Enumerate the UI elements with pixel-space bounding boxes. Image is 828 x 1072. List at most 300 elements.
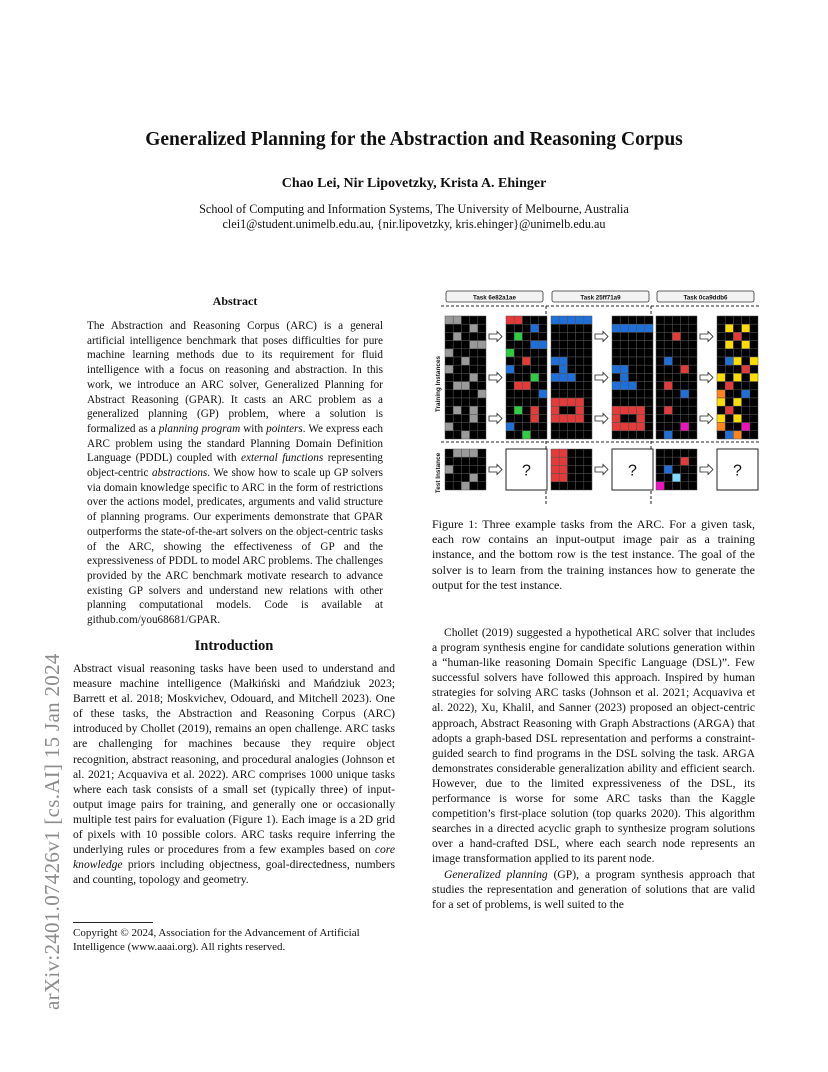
grid-cell [612, 365, 620, 373]
grid-cell [445, 341, 453, 349]
grid-cell [567, 406, 575, 414]
grid-cell [559, 341, 567, 349]
grid-cell [742, 406, 750, 414]
grid-cell [531, 324, 539, 332]
grid-cell [725, 357, 733, 365]
grid-cell [576, 349, 584, 357]
grid-cell [539, 324, 547, 332]
grid-cell [733, 431, 741, 439]
grid-cell [478, 414, 486, 422]
grid-cell [539, 316, 547, 324]
grid-cell [461, 316, 469, 324]
arxiv-identifier: arXiv:2401.07426v1 [cs.AI] 15 Jan 2024 [40, 653, 64, 1010]
grid-cell [461, 332, 469, 340]
grid-cell [656, 316, 664, 324]
grid-cell [672, 332, 680, 340]
grid-cell [742, 414, 750, 422]
grid-cell [681, 365, 689, 373]
grid-cell [567, 474, 575, 482]
grid-cell [478, 382, 486, 390]
grid-cell [470, 341, 478, 349]
grid-cell [628, 431, 636, 439]
affiliation-block [0, 202, 828, 232]
grid-cell [461, 349, 469, 357]
grid-cell [656, 482, 664, 490]
grid-cell [664, 316, 672, 324]
grid-cell [478, 373, 486, 381]
grid-cell [531, 341, 539, 349]
grid-cell [567, 365, 575, 373]
grid-cell [478, 390, 486, 398]
grid-cell [559, 465, 567, 473]
grid-cell [576, 482, 584, 490]
grid-cell [470, 406, 478, 414]
grid-cell [681, 341, 689, 349]
grid-cell [742, 341, 750, 349]
grid-cell [514, 357, 522, 365]
grid-cell [506, 316, 514, 324]
grid-cell [612, 341, 620, 349]
grid-cell [672, 365, 680, 373]
paper-title: Generalized Planning for the Abstraction and Reasoning Corpus [145, 129, 683, 150]
affiliation: School of Computing and Information Systems, The University of Melbourne, Australia [199, 202, 629, 216]
grid-cell [742, 373, 750, 381]
grid-cell [576, 373, 584, 381]
grid-cell [656, 414, 664, 422]
grid-cell [637, 357, 645, 365]
grid-cell [506, 357, 514, 365]
abstract-text: representing object-centric [87, 452, 384, 480]
grid-cell [645, 332, 653, 340]
grid-cell [750, 365, 758, 373]
grid-cell [470, 349, 478, 357]
grid-cell [742, 390, 750, 398]
grid-cell [470, 465, 478, 473]
grid-cell [681, 373, 689, 381]
grid-cell [567, 398, 575, 406]
grid-cell [522, 390, 530, 398]
grid-cell [645, 423, 653, 431]
grid-cell [672, 357, 680, 365]
grid-cell [612, 373, 620, 381]
grid-cell [567, 414, 575, 422]
grid-cell [522, 431, 530, 439]
grid-cell [551, 357, 559, 365]
grid-cell [717, 406, 725, 414]
grid-cell [645, 414, 653, 422]
grid-cell [645, 390, 653, 398]
grid-cell [725, 332, 733, 340]
abstract-emphasis: planning program [158, 422, 241, 435]
grid-cell [551, 398, 559, 406]
grid-cell [689, 373, 697, 381]
grid-cell [656, 457, 664, 465]
grid-cell [461, 324, 469, 332]
grid-cell [584, 324, 592, 332]
grid-cell [664, 423, 672, 431]
grid-cell [470, 423, 478, 431]
grid-cell [664, 474, 672, 482]
grid-cell [733, 406, 741, 414]
grid-cell [584, 349, 592, 357]
grid-cell [672, 382, 680, 390]
grid-cell [733, 382, 741, 390]
grid-cell [750, 390, 758, 398]
grid-cell [506, 406, 514, 414]
grid-cell [445, 423, 453, 431]
grid-cell [531, 316, 539, 324]
grid-cell [672, 474, 680, 482]
grid-cell [522, 316, 530, 324]
grid-cell [470, 332, 478, 340]
grid-cell [461, 398, 469, 406]
grid-cell [689, 365, 697, 373]
grid-cell [717, 316, 725, 324]
grid-cell [612, 324, 620, 332]
grid-cell [664, 373, 672, 381]
grid-cell [681, 406, 689, 414]
grid-cell [664, 349, 672, 357]
grid-cell [742, 431, 750, 439]
grid-cell [539, 406, 547, 414]
grid-cell [717, 423, 725, 431]
grid-cell [522, 357, 530, 365]
grid-cell [742, 357, 750, 365]
grid-cell [576, 414, 584, 422]
grid-cell [620, 357, 628, 365]
grid-cell [584, 465, 592, 473]
grid-cell [717, 431, 725, 439]
grid-cell [672, 390, 680, 398]
grid-cell [628, 382, 636, 390]
grid-cell [733, 324, 741, 332]
grid-cell [584, 414, 592, 422]
grid-cell [681, 474, 689, 482]
grid-cell [733, 349, 741, 357]
grid-cell [637, 390, 645, 398]
grid-cell [576, 398, 584, 406]
transform-arrow [700, 373, 713, 383]
grid-cell [750, 324, 758, 332]
grid-cell [750, 332, 758, 340]
grid-cell [725, 373, 733, 381]
grid-cell [717, 382, 725, 390]
grid-cell [664, 431, 672, 439]
grid-cell [559, 449, 567, 457]
grid-cell [445, 414, 453, 422]
grid-cell [445, 349, 453, 357]
grid-cell [733, 341, 741, 349]
grid-cell [717, 332, 725, 340]
grid-cell [717, 349, 725, 357]
grid-cell [551, 324, 559, 332]
grid-cell [733, 365, 741, 373]
grid-cell [514, 349, 522, 357]
grid-cell [742, 332, 750, 340]
grid-cell [689, 423, 697, 431]
grid-cell [470, 474, 478, 482]
grid-cell [453, 423, 461, 431]
grid-cell [514, 406, 522, 414]
grid-cell [453, 449, 461, 457]
grid-cell [742, 382, 750, 390]
grid-cell [514, 382, 522, 390]
grid-cell [664, 414, 672, 422]
grid-cell [725, 382, 733, 390]
grid-cell [637, 316, 645, 324]
grid-cell [506, 341, 514, 349]
grid-cell [522, 382, 530, 390]
grid-cell [612, 406, 620, 414]
grid-cell [672, 398, 680, 406]
grid-cell [478, 431, 486, 439]
grid-cell [584, 474, 592, 482]
grid-cell [689, 457, 697, 465]
grid-cell [628, 332, 636, 340]
row-label-training: Training Instances [435, 355, 442, 413]
grid-cell [567, 457, 575, 465]
introduction-text: Abstract visual reasoning tasks have been used to understand and measure machine intelligence (Małkiński and Mańdziuk 2023; Barrett et al. 2018; Moskvichev, Odouard, and Mitchell 2023). One of these tasks, the Abstraction and Reasoning Corpus (ARC) introduced by Chollet (2019), remains an open challenge. ARC tasks are challenging for machines because they require object recognition, abstract reasoning, and procedural analogies (Johnson et al. 2021; Acquaviva et al. 2022). ARC comprises 1000 unique tasks where each task consists of a small set (typically three) of input-output image pairs for training, and generally one or occasionally multiple test pairs for evaluation (Figure 1). Each image is a 2D grid of pixels with 10 possible colors. ARC tasks require inferring the underlying rules or procedures from a few examples based on [73, 662, 395, 857]
grid-cell [750, 414, 758, 422]
author-emails: clei1@student.unimelb.edu.au, {nir.lipovetzky, kris.ehinger}@unimelb.edu.au [222, 217, 606, 231]
grid-cell [576, 457, 584, 465]
grid-cell [551, 390, 559, 398]
grid-cell [551, 431, 559, 439]
grid-cell [672, 423, 680, 431]
grid-cell [531, 382, 539, 390]
grid-cell [664, 357, 672, 365]
transform-arrow [700, 332, 713, 342]
grid-cell [506, 423, 514, 431]
abstract-text: The Abstraction and Reasoning Corpus (ARC) is a general artificial intelligence benchmark that poses difficulties for pure machine learning methods due to its requirement for fluid intelligence with a focus on reasoning and abstraction. In this work, we introduce an ARC solver, Generalized Planning for Abstract Reasoning (GPAR). It casts an ARC problem as a generalized planning (GP) problem, where a solution is formalized as a [87, 320, 383, 435]
grid-cell [645, 316, 653, 324]
grid-cell [628, 398, 636, 406]
grid-cell [664, 390, 672, 398]
grid-cell [551, 423, 559, 431]
grid-cell [445, 449, 453, 457]
grid-cell [453, 465, 461, 473]
grid-cell [461, 423, 469, 431]
grid-cell [576, 324, 584, 332]
grid-cell [539, 341, 547, 349]
grid-cell [567, 423, 575, 431]
grid-cell [478, 316, 486, 324]
grid-cell [559, 365, 567, 373]
grid-cell [733, 414, 741, 422]
grid-cell [461, 431, 469, 439]
grid-cell [445, 373, 453, 381]
grid-cell [551, 373, 559, 381]
grid-cell [445, 332, 453, 340]
grid-cell [539, 390, 547, 398]
grid-cell [539, 431, 547, 439]
grid-cell [620, 406, 628, 414]
grid-cell [656, 431, 664, 439]
grid-cell [689, 431, 697, 439]
grid-cell [453, 365, 461, 373]
grid-cell [750, 341, 758, 349]
grid-cell [453, 382, 461, 390]
grid-cell [470, 431, 478, 439]
grid-cell [681, 398, 689, 406]
grid-cell [567, 324, 575, 332]
grid-cell [620, 373, 628, 381]
grid-cell [470, 414, 478, 422]
grid-cell [717, 390, 725, 398]
grid-cell [689, 341, 697, 349]
grid-cell [584, 482, 592, 490]
grid-cell [567, 382, 575, 390]
grid-cell [551, 316, 559, 324]
grid-cell [551, 332, 559, 340]
grid-cell [551, 414, 559, 422]
grid-cell [551, 449, 559, 457]
grid-cell [725, 414, 733, 422]
grid-cell [445, 474, 453, 482]
grid-cell [672, 324, 680, 332]
grid-cell [725, 431, 733, 439]
grid-cell [656, 406, 664, 414]
grid-cell [559, 423, 567, 431]
grid-cell [584, 390, 592, 398]
right-column-body [432, 625, 755, 912]
grid-cell [628, 365, 636, 373]
grid-cell [717, 365, 725, 373]
grid-cell [637, 373, 645, 381]
grid-cell [576, 465, 584, 473]
grid-cell [567, 373, 575, 381]
grid-cell [689, 449, 697, 457]
grid-cell [559, 390, 567, 398]
grid-cell [576, 365, 584, 373]
grid-cell [628, 423, 636, 431]
grid-cell [453, 373, 461, 381]
grid-cell [584, 382, 592, 390]
grid-cell [453, 457, 461, 465]
grid-cell [514, 324, 522, 332]
grid-cell [742, 423, 750, 431]
grid-cell [689, 357, 697, 365]
grid-cell [733, 390, 741, 398]
grid-cell [567, 332, 575, 340]
grid-cell [681, 457, 689, 465]
grid-cell [445, 324, 453, 332]
grid-cell [612, 316, 620, 324]
grid-cell [478, 365, 486, 373]
grid-cell [681, 382, 689, 390]
grid-cell [584, 373, 592, 381]
grid-cell [522, 414, 530, 422]
grid-cell [506, 324, 514, 332]
grid-cell [506, 349, 514, 357]
transform-arrow [595, 414, 608, 424]
abstract-emphasis: external functions [241, 452, 324, 465]
grid-cell [506, 390, 514, 398]
grid-cell [717, 357, 725, 365]
grid-cell [628, 373, 636, 381]
grid-cell [681, 423, 689, 431]
grid-cell [620, 365, 628, 373]
grid-cell [733, 423, 741, 431]
grid-cell [612, 382, 620, 390]
abstract-paragraph [87, 319, 383, 628]
grid-cell [445, 482, 453, 490]
grid-cell [522, 373, 530, 381]
task-label: Task 0ca9ddb6 [683, 294, 728, 302]
grid-cell [478, 398, 486, 406]
grid-cell [717, 414, 725, 422]
grid-cell [681, 349, 689, 357]
grid-cell [750, 373, 758, 381]
grid-cell [620, 414, 628, 422]
grid-cell [531, 414, 539, 422]
grid-cell [567, 465, 575, 473]
grid-cell [559, 349, 567, 357]
grid-cell [506, 414, 514, 422]
grid-cell [522, 423, 530, 431]
grid-cell [717, 398, 725, 406]
grid-cell [576, 390, 584, 398]
abstract-body [87, 319, 383, 628]
grid-cell [522, 349, 530, 357]
grid-cell [689, 316, 697, 324]
grid-cell [514, 332, 522, 340]
grid-cell [506, 365, 514, 373]
grid-cell [717, 341, 725, 349]
grid-cell [470, 457, 478, 465]
grid-cell [750, 431, 758, 439]
figure-1-arc-tasks [433, 289, 761, 507]
introduction-text: priors including objectness, goal-directedness, numbers and counting, topology and geometry. [73, 858, 395, 887]
grid-cell [461, 341, 469, 349]
grid-cell [461, 382, 469, 390]
grid-cell [672, 341, 680, 349]
grid-cell [551, 365, 559, 373]
grid-cell [559, 482, 567, 490]
grid-cell [628, 357, 636, 365]
grid-cell [531, 365, 539, 373]
grid-cell [637, 365, 645, 373]
grid-cell [672, 482, 680, 490]
grid-cell [681, 414, 689, 422]
grid-cell [445, 398, 453, 406]
grid-cell [461, 482, 469, 490]
grid-cell [551, 382, 559, 390]
grid-cell [531, 357, 539, 365]
unknown-mark: ? [522, 462, 531, 480]
grid-cell [742, 365, 750, 373]
transform-arrow [595, 465, 608, 475]
grid-cell [453, 482, 461, 490]
grid-cell [559, 382, 567, 390]
grid-cell [445, 365, 453, 373]
grid-cell [461, 390, 469, 398]
grid-cell [742, 316, 750, 324]
body-paragraph: Chollet (2019) suggested a hypothetical ARC solver that includes a program synthesis engine for candidate solutions generation within a “human-like reasoning Domain Specific Language (DSL)”. Few successful solvers have followed this approach. Inspired by human strategies for solving ARC tasks (Johnson et al. 2021; Acquaviva et al. 2022), Xu, Khalil, and Sanner (2023) proposed an object-centric approach, Abstract Reasoning with Graph Abstractions (ARGA) that adopts a graph-based DSL representation and performs a constraint-guided search to find programs in the DSL solving the task. ARGA demonstrates considerable generalization ability and efficient search. However, due to the limited expressiveness of the DSL, its performance is worse for some ARC tasks than the Kaggle competition’s first-place solution (top quarks 2020). This algorithm searches in a directed acyclic graph to synthesize program solutions over a hand-crafted DSL, where each search node represents an image transformation applied to its parent node. [432, 626, 755, 866]
grid-cell [656, 382, 664, 390]
abstract-text: with [240, 422, 267, 435]
grid-cell [681, 482, 689, 490]
grid-cell [637, 341, 645, 349]
unknown-mark: ? [628, 462, 637, 480]
grid-cell [551, 474, 559, 482]
grid-cell [531, 349, 539, 357]
grid-cell [628, 406, 636, 414]
grid-cell [551, 341, 559, 349]
grid-cell [453, 398, 461, 406]
grid-cell [576, 341, 584, 349]
grid-cell [478, 341, 486, 349]
